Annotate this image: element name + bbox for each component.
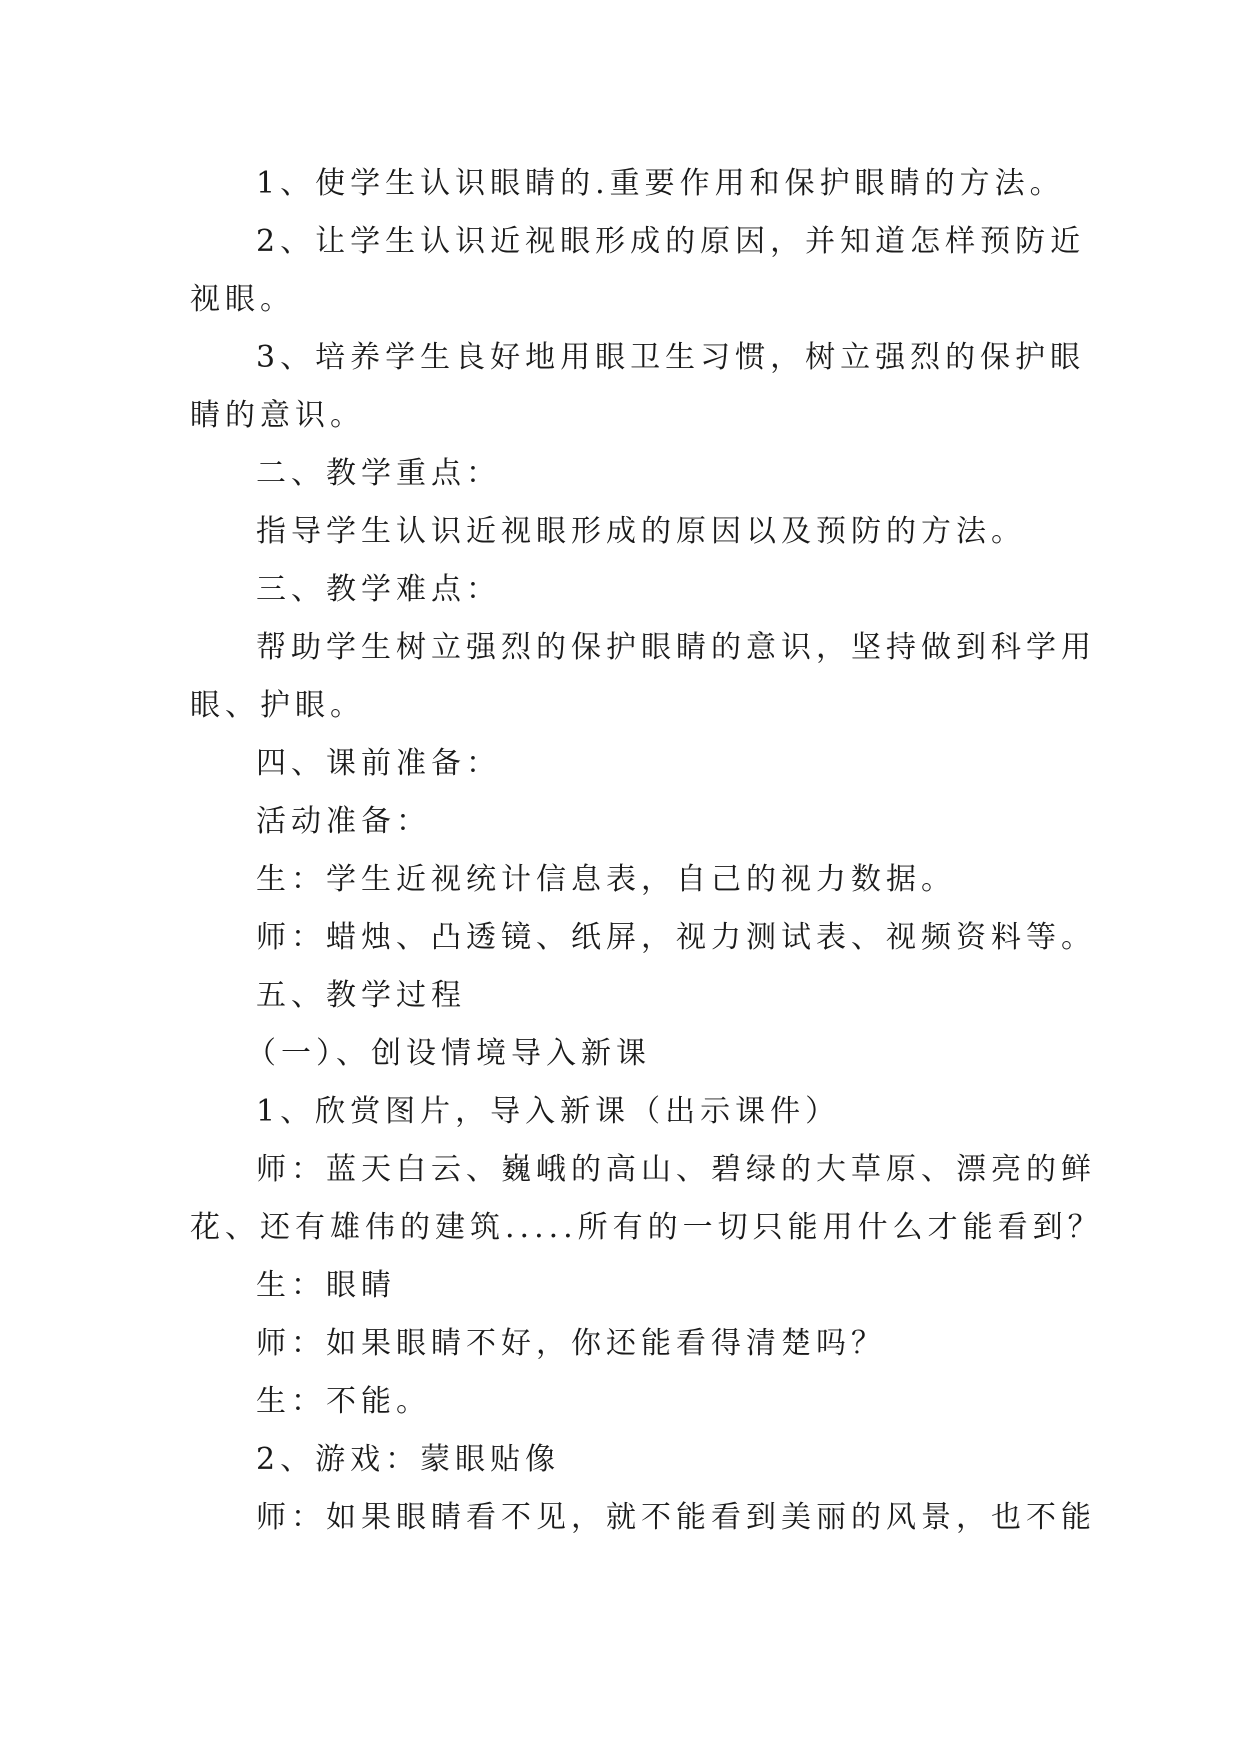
heading-difficulties: 三、教学难点： [256,572,501,607]
subheading-intro: （一）、创设情境导入新课 [246,1036,651,1071]
objective-1: 1、使学生认识眼睛的.重要作用和保护眼睛的方法。 [256,166,1065,201]
step-1: 1、欣赏图片，导入新课（出示课件） [256,1094,841,1129]
student-dialogue-1: 生：眼睛 [256,1268,396,1303]
teacher-dialogue-3: 师：如果眼睛看不见，就不能看到美丽的风景，也不能 [256,1500,1096,1535]
heading-preparation: 四、课前准备： [256,746,501,781]
objective-2-line-2: 视眼。 [190,282,295,317]
teacher-preparation: 师：蜡烛、凸透镜、纸屏，视力测试表、视频资料等。 [256,920,1096,955]
step-2: 2、游戏：蒙眼贴像 [256,1442,561,1477]
heading-key-points: 二、教学重点： [256,456,501,491]
student-dialogue-2: 生：不能。 [256,1384,431,1419]
key-points-text: 指导学生认识近视眼形成的原因以及预防的方法。 [256,514,1026,549]
difficulties-line-2: 眼、护眼。 [190,688,365,723]
objective-3-line-2: 睛的意识。 [190,398,365,433]
teacher-dialogue-1-line-2: 花、还有雄伟的建筑.....所有的一切只能用什么才能看到？ [190,1210,1103,1245]
heading-process: 五、教学过程 [256,978,466,1013]
objective-3-line-1: 3、培养学生良好地用眼卫生习惯，树立强烈的保护眼 [256,340,1086,375]
student-preparation: 生：学生近视统计信息表，自己的视力数据。 [256,862,956,897]
activity-preparation: 活动准备： [256,804,431,839]
document-body [190,155,1103,1547]
objective-2-line-1: 2、让学生认识近视眼形成的原因，并知道怎样预防近 [256,224,1086,259]
teacher-dialogue-2: 师：如果眼睛不好，你还能看得清楚吗？ [256,1326,886,1361]
teacher-dialogue-1-line-1: 师：蓝天白云、巍峨的高山、碧绿的大草原、漂亮的鲜 [256,1152,1096,1187]
difficulties-line-1: 帮助学生树立强烈的保护眼睛的意识，坚持做到科学用 [256,630,1096,665]
